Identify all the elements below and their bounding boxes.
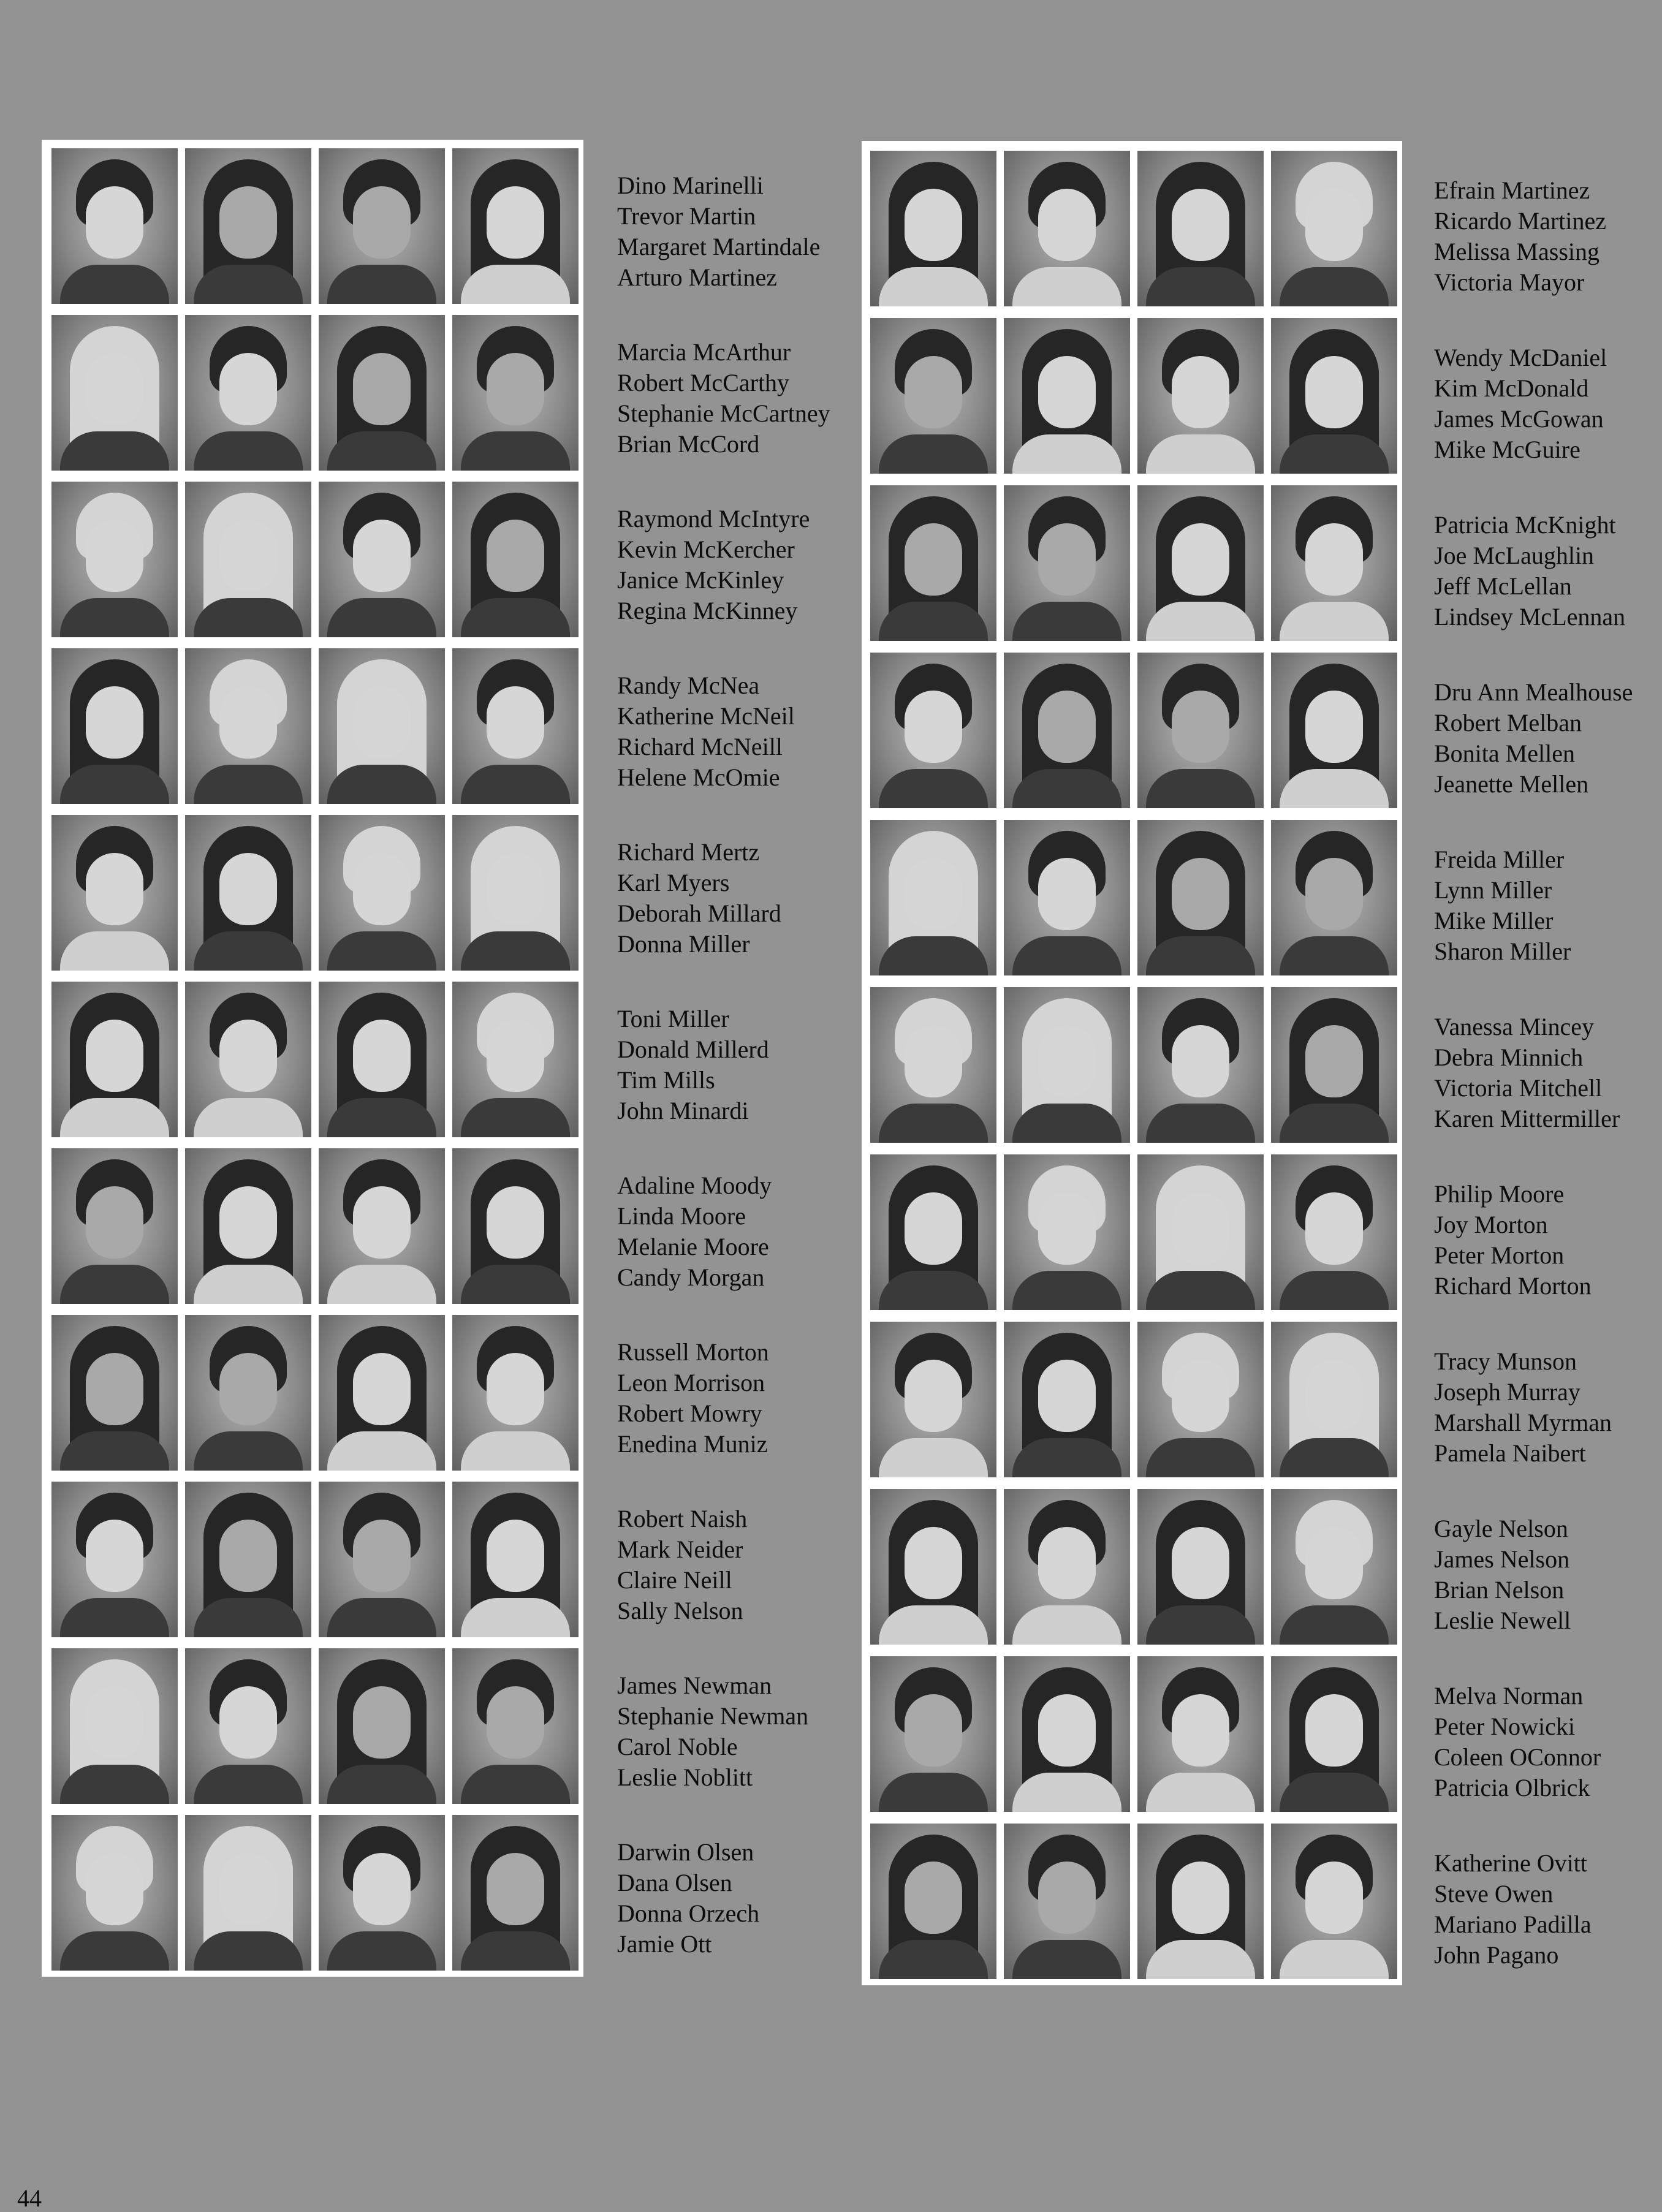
student-portrait xyxy=(1004,1656,1130,1812)
student-name: Pamela Naibert xyxy=(1434,1439,1586,1467)
student-portrait xyxy=(319,482,445,637)
student-portrait xyxy=(870,485,996,641)
student-name-list xyxy=(1434,1346,1662,1469)
student-portrait xyxy=(319,1482,445,1637)
student-portrait xyxy=(319,1315,445,1471)
student-portrait xyxy=(1137,485,1264,641)
student-name-list xyxy=(617,1504,875,1626)
student-name: Patricia McKnight xyxy=(1434,511,1616,539)
student-name: Wendy McDaniel xyxy=(1434,344,1607,371)
student-portrait xyxy=(319,1815,445,1971)
student-name: Donna Orzech xyxy=(617,1900,760,1927)
student-portrait xyxy=(51,148,178,304)
student-name: Trevor Martin xyxy=(617,202,756,230)
student-name: Robert Melban xyxy=(1434,709,1582,737)
student-portrait xyxy=(870,1824,996,1979)
student-portrait xyxy=(452,1315,579,1471)
student-portrait xyxy=(1004,1489,1130,1645)
student-portrait xyxy=(1004,485,1130,641)
student-name: Richard McNeill xyxy=(617,733,783,760)
student-portrait xyxy=(870,653,996,808)
page-number: 44 xyxy=(17,2184,42,2212)
student-name: Candy Morgan xyxy=(617,1263,765,1291)
student-name: Ricardo Martinez xyxy=(1434,207,1606,235)
student-portrait xyxy=(1004,318,1130,474)
student-name: Helene McOmie xyxy=(617,763,780,791)
student-name: Victoria Mitchell xyxy=(1434,1074,1603,1102)
student-portrait xyxy=(319,648,445,804)
student-name: Patricia Olbrick xyxy=(1434,1774,1590,1801)
student-name: Freida Miller xyxy=(1434,846,1565,873)
student-name: Enedina Muniz xyxy=(617,1430,768,1458)
student-name: Joseph Murray xyxy=(1434,1378,1580,1406)
student-name: Katherine McNeil xyxy=(617,702,795,730)
student-name: Coleen OConnor xyxy=(1434,1743,1601,1771)
student-name-list xyxy=(617,1337,875,1460)
student-name-list xyxy=(617,170,875,293)
student-portrait xyxy=(185,815,311,971)
student-portrait xyxy=(185,1482,311,1637)
student-portrait xyxy=(1004,820,1130,975)
student-name-list xyxy=(1434,1179,1662,1301)
student-name: Mike McGuire xyxy=(1434,436,1580,463)
student-name: Russell Morton xyxy=(617,1338,769,1366)
student-portrait xyxy=(1137,820,1264,975)
student-portrait xyxy=(1271,1154,1397,1310)
student-portrait xyxy=(51,1148,178,1304)
student-name: Sharon Miller xyxy=(1434,937,1571,965)
student-name-list xyxy=(617,504,875,626)
student-name-list xyxy=(617,837,875,960)
student-portrait xyxy=(1271,1656,1397,1812)
student-portrait xyxy=(51,482,178,637)
student-portrait xyxy=(1271,820,1397,975)
student-name: Regina McKinney xyxy=(617,597,798,624)
student-name: Efrain Martinez xyxy=(1434,176,1590,204)
student-name: Philip Moore xyxy=(1434,1180,1565,1208)
student-portrait xyxy=(870,1656,996,1812)
student-name: Claire Neill xyxy=(617,1566,732,1594)
student-name: Katherine Ovitt xyxy=(1434,1849,1587,1877)
student-name: Sally Nelson xyxy=(617,1597,743,1624)
student-portrait xyxy=(870,1489,996,1645)
student-portrait xyxy=(452,1148,579,1304)
student-portrait xyxy=(1004,987,1130,1143)
student-name: Richard Mertz xyxy=(617,838,760,866)
student-name: Steve Owen xyxy=(1434,1880,1554,1907)
student-portrait xyxy=(51,1315,178,1471)
student-name-list xyxy=(1434,1848,1662,1971)
student-name: Jeff McLellan xyxy=(1434,572,1572,600)
student-portrait xyxy=(1271,987,1397,1143)
student-portrait xyxy=(319,1148,445,1304)
student-name: Leon Morrison xyxy=(617,1369,765,1396)
student-portrait xyxy=(1004,1824,1130,1979)
student-name-list xyxy=(1434,175,1662,298)
student-portrait xyxy=(51,1648,178,1804)
student-portrait xyxy=(452,648,579,804)
student-name: Gayle Nelson xyxy=(1434,1515,1568,1542)
student-portrait xyxy=(1271,1824,1397,1979)
student-name: Victoria Mayor xyxy=(1434,268,1585,296)
student-portrait xyxy=(51,1482,178,1637)
student-portrait xyxy=(870,318,996,474)
student-name-list xyxy=(1434,677,1662,800)
student-name: Randy McNea xyxy=(617,672,760,699)
student-name-list xyxy=(617,1670,875,1793)
student-name: Peter Nowicki xyxy=(1434,1713,1575,1740)
student-name: Carol Noble xyxy=(617,1733,738,1760)
student-name-list xyxy=(1434,844,1662,967)
student-name: Karen Mittermiller xyxy=(1434,1105,1620,1132)
student-portrait xyxy=(51,815,178,971)
student-name: Tim Mills xyxy=(617,1066,715,1094)
student-name: James Newman xyxy=(617,1672,772,1699)
student-portrait xyxy=(452,1648,579,1804)
student-portrait xyxy=(51,982,178,1137)
student-portrait xyxy=(1271,485,1397,641)
student-name-list xyxy=(617,337,875,460)
student-name: Bonita Mellen xyxy=(1434,740,1575,767)
student-portrait xyxy=(452,315,579,471)
student-name: Brian McCord xyxy=(617,430,760,458)
student-portrait xyxy=(870,820,996,975)
student-name-list xyxy=(617,1170,875,1293)
student-portrait xyxy=(1137,1154,1264,1310)
student-name: Mark Neider xyxy=(617,1536,743,1563)
student-portrait xyxy=(185,648,311,804)
student-name: Donna Miller xyxy=(617,930,750,958)
student-portrait xyxy=(185,1815,311,1971)
student-portrait xyxy=(1137,1322,1264,1477)
student-name: Vanessa Mincey xyxy=(1434,1013,1595,1040)
student-portrait xyxy=(319,315,445,471)
student-portrait xyxy=(1137,1824,1264,1979)
student-name: Debra Minnich xyxy=(1434,1044,1584,1071)
student-name: James McGowan xyxy=(1434,405,1604,433)
student-name: Kevin McKercher xyxy=(617,536,795,563)
student-portrait xyxy=(185,982,311,1137)
student-name-list xyxy=(1434,510,1662,632)
student-name: Donald Millerd xyxy=(617,1036,769,1063)
student-portrait xyxy=(319,148,445,304)
student-name: Darwin Olsen xyxy=(617,1838,754,1866)
student-name-list xyxy=(1434,1513,1662,1636)
student-name: James Nelson xyxy=(1434,1545,1570,1573)
student-name: Arturo Martinez xyxy=(617,263,778,291)
student-portrait xyxy=(1137,1656,1264,1812)
student-portrait xyxy=(452,815,579,971)
student-portrait xyxy=(185,482,311,637)
student-name: Marcia McArthur xyxy=(617,338,791,366)
student-name: Raymond McIntyre xyxy=(617,505,810,532)
student-name: Linda Moore xyxy=(617,1202,746,1230)
student-name: John Pagano xyxy=(1434,1941,1559,1969)
student-name: Marshall Myrman xyxy=(1434,1409,1612,1436)
student-name-list xyxy=(1434,1012,1662,1134)
student-portrait xyxy=(452,1482,579,1637)
student-portrait xyxy=(319,815,445,971)
student-name: Jeanette Mellen xyxy=(1434,770,1589,798)
student-portrait xyxy=(1137,1489,1264,1645)
student-name: Dino Marinelli xyxy=(617,172,764,199)
student-portrait xyxy=(870,987,996,1143)
student-name: Kim McDonald xyxy=(1434,374,1589,402)
student-name: John Minardi xyxy=(617,1097,749,1124)
student-portrait xyxy=(452,982,579,1137)
student-name: Toni Miller xyxy=(617,1005,729,1032)
student-name: Mike Miller xyxy=(1434,907,1554,934)
student-portrait xyxy=(185,315,311,471)
student-portrait xyxy=(1271,151,1397,306)
student-portrait xyxy=(319,1648,445,1804)
student-name: Mariano Padilla xyxy=(1434,1911,1592,1938)
student-name: Richard Morton xyxy=(1434,1272,1592,1300)
student-name: Tracy Munson xyxy=(1434,1347,1577,1375)
student-name: Margaret Martindale xyxy=(617,233,821,260)
student-name: Peter Morton xyxy=(1434,1241,1565,1269)
student-name: Lindsey McLennan xyxy=(1434,603,1626,631)
student-portrait xyxy=(51,315,178,471)
student-portrait xyxy=(1271,318,1397,474)
student-name-list xyxy=(617,1837,875,1960)
student-name: Deborah Millard xyxy=(617,900,781,927)
student-portrait xyxy=(185,1315,311,1471)
student-portrait xyxy=(1137,318,1264,474)
student-name: Dru Ann Mealhouse xyxy=(1434,678,1633,706)
student-portrait xyxy=(870,151,996,306)
student-name-list xyxy=(1434,343,1662,465)
student-portrait xyxy=(1137,987,1264,1143)
student-portrait xyxy=(1004,151,1130,306)
student-name: Dana Olsen xyxy=(617,1869,732,1896)
student-portrait xyxy=(1271,653,1397,808)
student-portrait xyxy=(1004,1322,1130,1477)
student-name: Adaline Moody xyxy=(617,1172,772,1199)
student-name-list xyxy=(1434,1681,1662,1803)
student-portrait xyxy=(51,1815,178,1971)
student-name: Leslie Noblitt xyxy=(617,1763,753,1791)
student-portrait xyxy=(1271,1489,1397,1645)
student-name: Robert Naish xyxy=(617,1505,748,1532)
student-name: Lynn Miller xyxy=(1434,876,1552,904)
student-portrait xyxy=(452,1815,579,1971)
student-portrait xyxy=(1137,151,1264,306)
student-name: Stephanie McCartney xyxy=(617,400,830,427)
student-name: Janice McKinley xyxy=(617,566,784,594)
student-portrait xyxy=(1004,653,1130,808)
student-portrait xyxy=(185,1148,311,1304)
student-portrait xyxy=(1271,1322,1397,1477)
student-portrait xyxy=(870,1322,996,1477)
student-name: Brian Nelson xyxy=(1434,1576,1565,1604)
student-portrait xyxy=(452,482,579,637)
student-portrait xyxy=(185,1648,311,1804)
student-portrait xyxy=(185,148,311,304)
student-name-list xyxy=(617,1004,875,1126)
student-name-list xyxy=(617,670,875,793)
student-portrait xyxy=(1004,1154,1130,1310)
student-portrait xyxy=(870,1154,996,1310)
student-name: Leslie Newell xyxy=(1434,1607,1571,1634)
student-name: Jamie Ott xyxy=(617,1930,712,1958)
student-name: Melanie Moore xyxy=(617,1233,769,1260)
student-portrait xyxy=(319,982,445,1137)
student-name: Robert McCarthy xyxy=(617,369,790,396)
student-portrait xyxy=(1137,653,1264,808)
student-name: Robert Mowry xyxy=(617,1400,762,1427)
student-portrait xyxy=(51,648,178,804)
student-name: Melissa Massing xyxy=(1434,238,1599,265)
student-name: Stephanie Newman xyxy=(617,1702,809,1730)
student-portrait xyxy=(452,148,579,304)
student-name: Melva Norman xyxy=(1434,1682,1584,1710)
student-name: Joy Morton xyxy=(1434,1211,1548,1238)
student-name: Karl Myers xyxy=(617,869,730,896)
student-name: Joe McLaughlin xyxy=(1434,542,1595,569)
